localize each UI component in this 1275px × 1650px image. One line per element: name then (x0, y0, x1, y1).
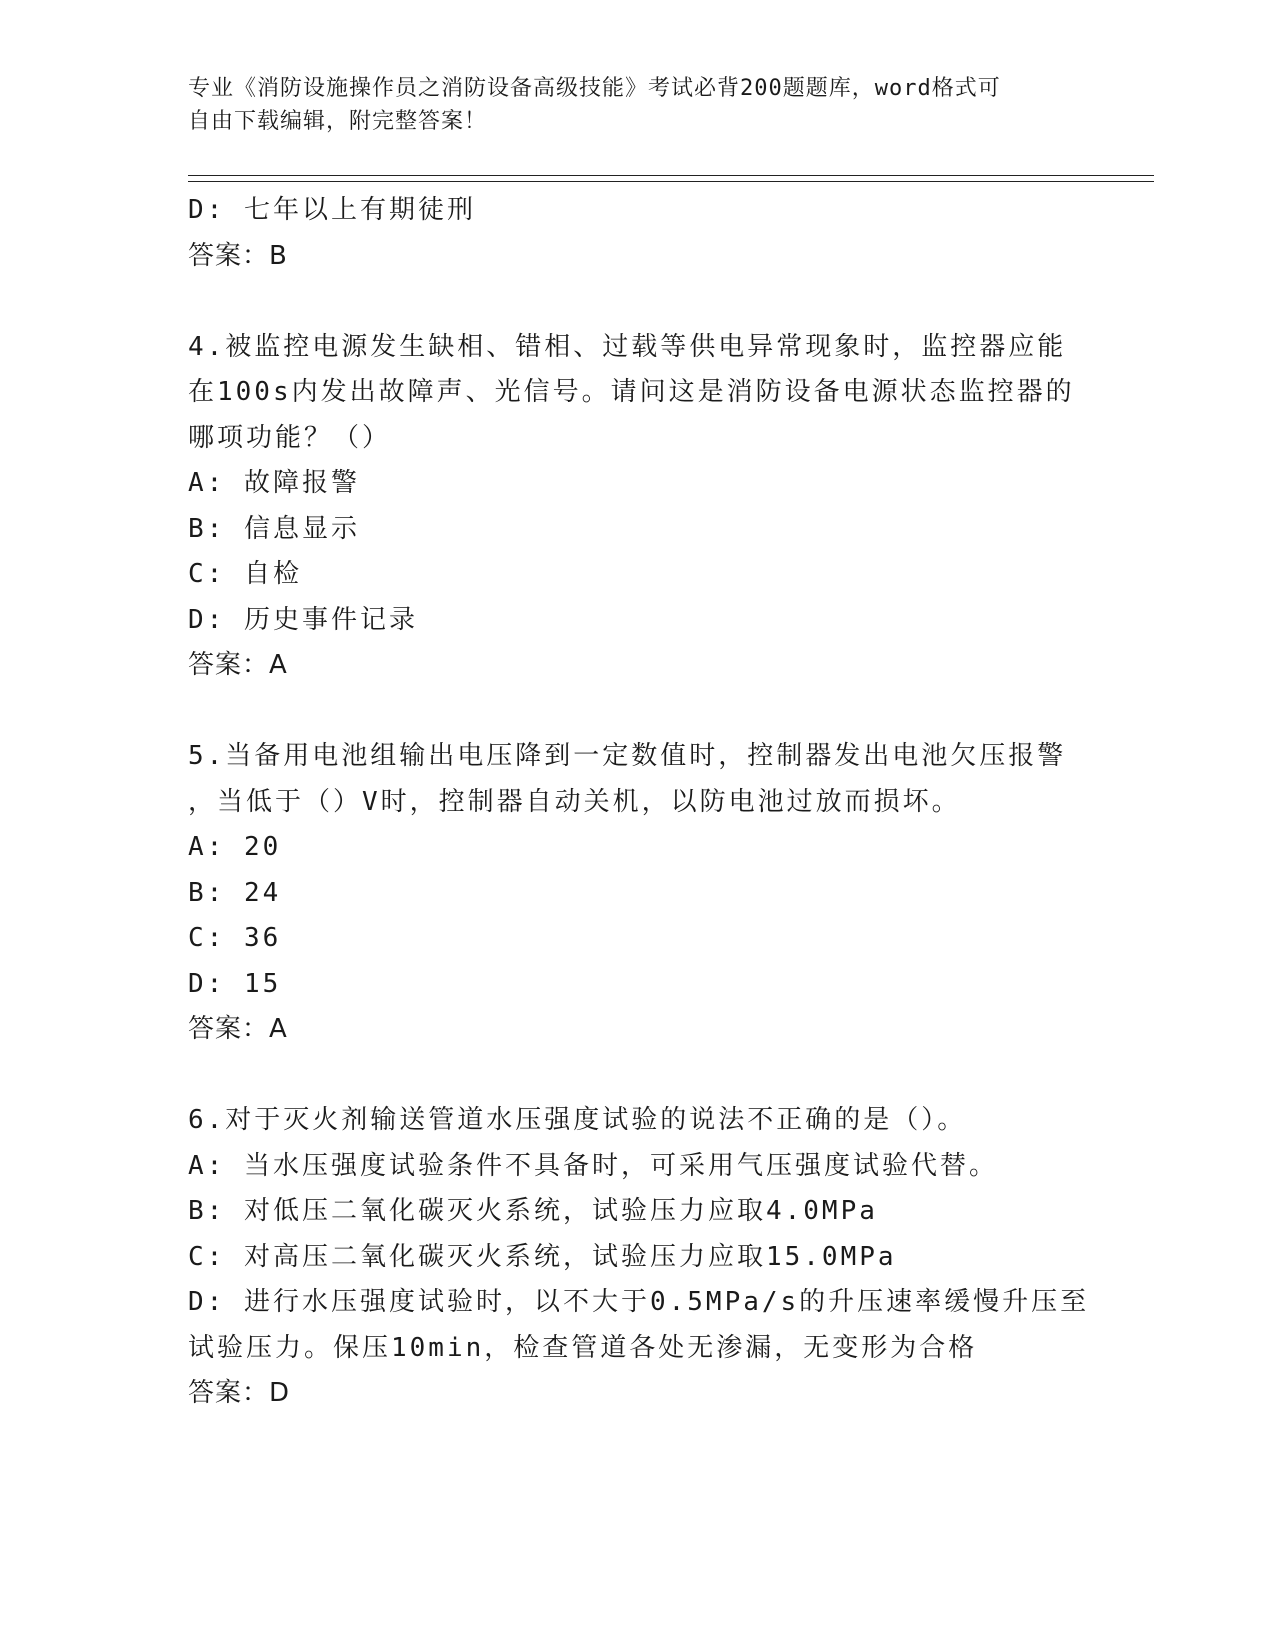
q5-option-b: B: 24 (188, 877, 282, 908)
q4-stem-line-2: 在100s内发出故障声、光信号。请问这是消防设备电源状态监控器的 (188, 377, 1075, 407)
q3-answer: 答案：B (188, 240, 288, 271)
q6-option-c: C: 对高压二氧化碳灭火系统，试验压力应取15.0MPa (188, 1241, 897, 1272)
q6-option-d-line-2: 试验压力。保压10min，检查管道各处无渗漏，无变形为合格 (188, 1332, 978, 1363)
question-list (188, 188, 1088, 1417)
q4-stem-line-1: 4.被监控电源发生缺相、错相、过载等供电异常现象时，监控器应能 (188, 331, 1067, 362)
q5-option-a: A: 20 (188, 832, 282, 862)
q5-stem-line-2: ，当低于（）V时，控制器自动关机，以防电池过放而损坏。 (188, 786, 961, 817)
q5-option-d: D: 15 (188, 968, 282, 999)
q4-option-a: A: 故障报警 (188, 468, 360, 498)
question-4 (188, 325, 1088, 689)
spacer (188, 689, 1088, 735)
document-header (188, 72, 1088, 138)
q5-answer: 答案：A (188, 1014, 288, 1044)
header-line-2: 自由下载编辑，附完整答案！ (188, 109, 488, 134)
q4-option-d: D: 历史事件记录 (188, 604, 418, 635)
question-6 (188, 1098, 1088, 1417)
q5-stem-line-1: 5.当备用电池组输出电压降到一定数值时，控制器发出电池欠压报警 (188, 741, 1067, 771)
q3-option-d: D: 七年以上有期徒刑 (188, 195, 476, 225)
q6-answer: 答案：D (188, 1378, 291, 1408)
header-divider-top (188, 175, 1154, 176)
q6-option-d-line-1: D: 进行水压强度试验时，以不大于0.5MPa/s的升压速率缓慢升压至 (188, 1287, 1090, 1317)
q4-option-c: C: 自检 (188, 559, 302, 589)
spacer (188, 1053, 1088, 1099)
q4-answer: 答案：A (188, 650, 288, 680)
spacer (188, 279, 1088, 325)
header-divider-bottom (188, 181, 1154, 182)
q6-option-a: A: 当水压强度试验条件不具备时，可采用气压强度试验代替。 (188, 1150, 998, 1181)
question-5 (188, 734, 1088, 1053)
q5-option-c: C: 36 (188, 923, 282, 953)
header-line-1: 专业《消防设施操作员之消防设备高级技能》考试必背200题题库，word格式可 (188, 76, 1001, 101)
q6-option-b: B: 对低压二氧化碳灭火系统，试验压力应取4.0MPa (188, 1196, 878, 1226)
question-3 (188, 188, 1088, 279)
q4-option-b: B: 信息显示 (188, 513, 360, 544)
q4-stem-line-3: 哪项功能？（） (188, 422, 392, 453)
q6-stem-line-1: 6.对于灭火剂输送管道水压强度试验的说法不正确的是（）。 (188, 1105, 967, 1135)
